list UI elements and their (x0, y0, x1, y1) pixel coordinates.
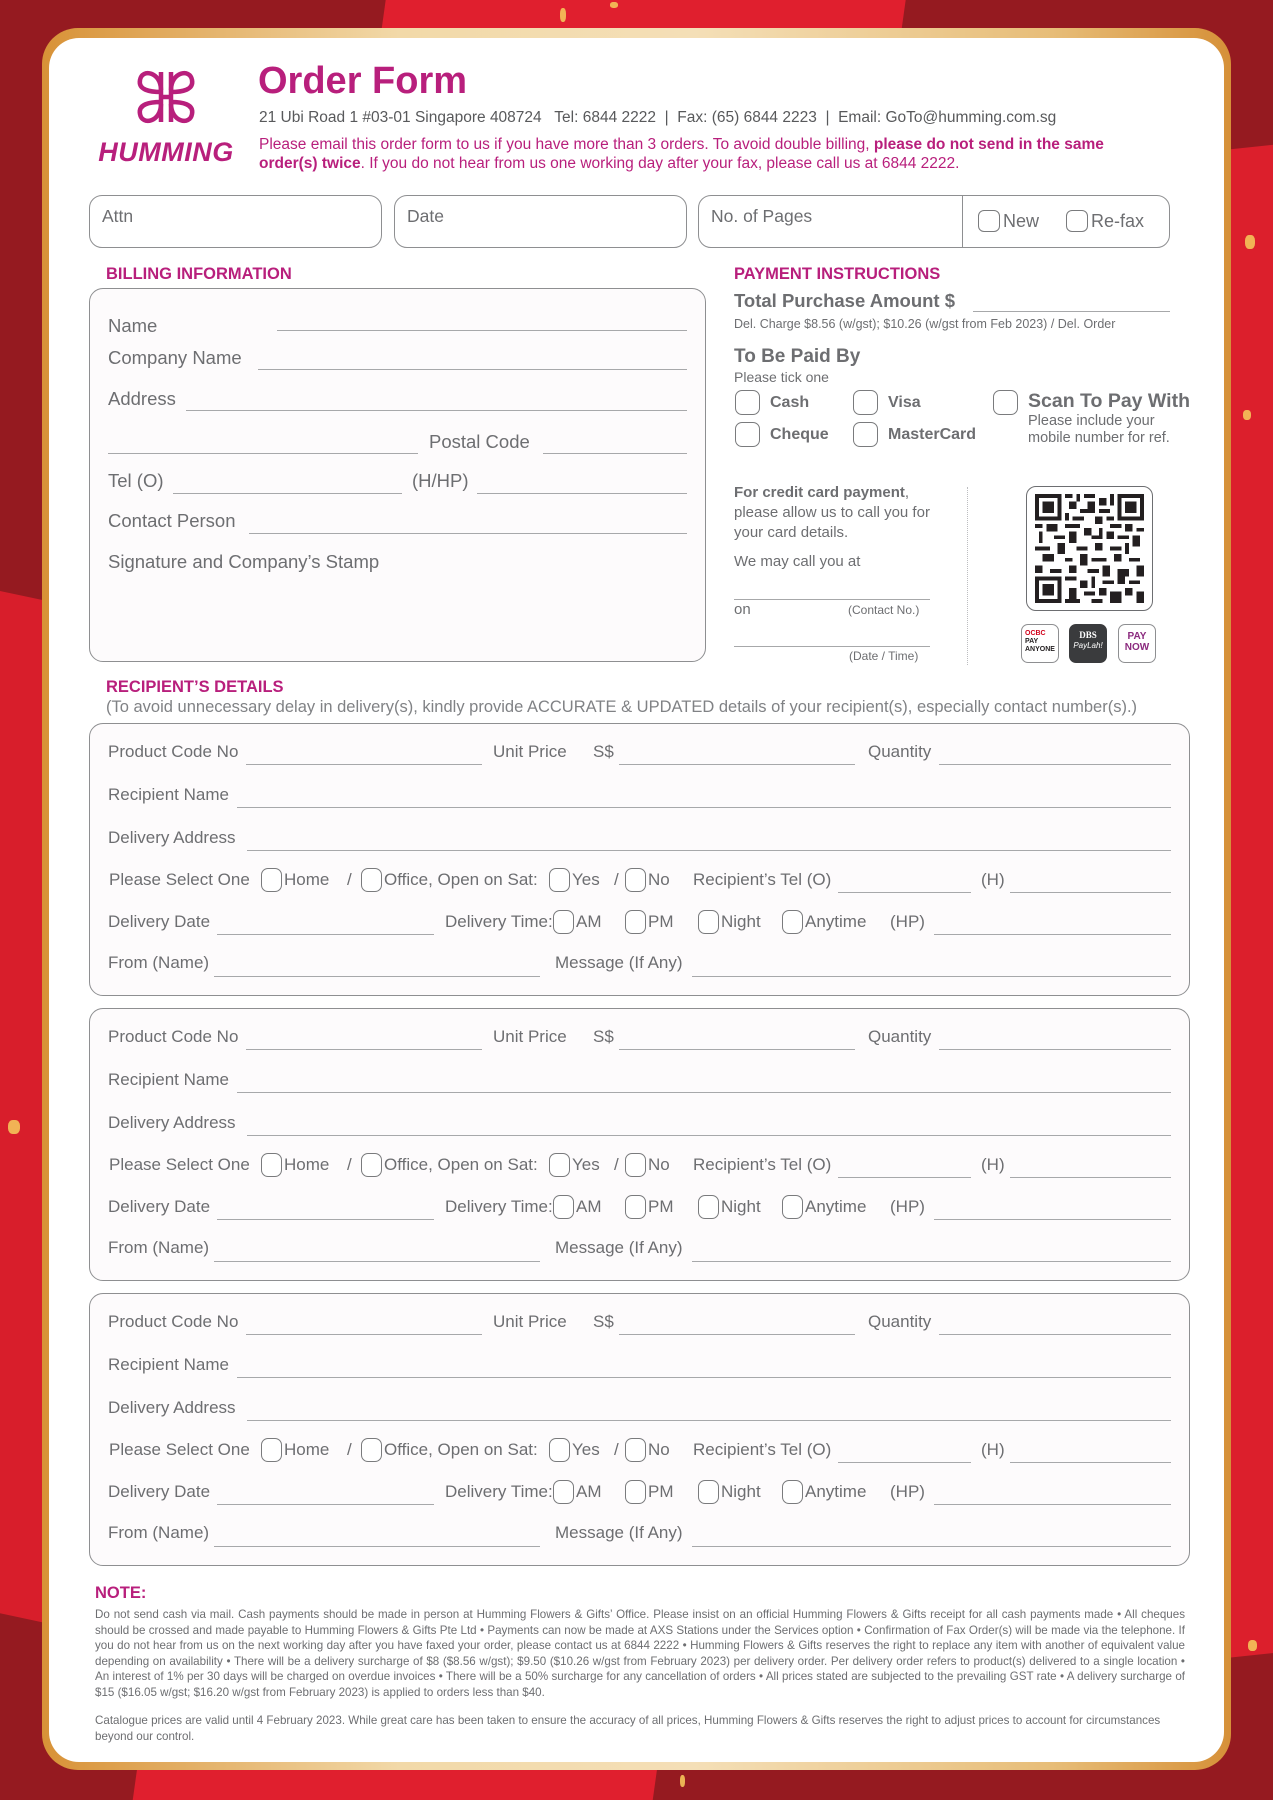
address-input[interactable] (186, 410, 687, 411)
billing-heading: BILLING INFORMATION (106, 265, 292, 283)
scan-note-line: mobile number for ref. (1028, 430, 1170, 446)
cc-rest: , please allow us to call you for your card details. (734, 484, 930, 541)
home-label: Home (284, 870, 330, 889)
recipient-tel-o-input[interactable] (838, 1177, 971, 1178)
pm-checkbox[interactable] (625, 910, 646, 934)
am-checkbox[interactable] (553, 1195, 574, 1219)
postal-label: Postal Code (429, 431, 530, 452)
recipient-name-input[interactable] (237, 1377, 1171, 1378)
office-option[interactable] (361, 1153, 538, 1177)
home-option[interactable] (261, 1153, 329, 1177)
recipient-tel-o-label: Recipient’s Tel (O) (693, 1155, 832, 1174)
recipient-name-input[interactable] (237, 807, 1171, 808)
signature-label: Signature and Company’s Stamp (108, 551, 380, 572)
total-amount-label: Total Purchase Amount $ (734, 290, 956, 311)
slash-separator: / (614, 1440, 619, 1459)
ocbc-text: ANYONE (1025, 646, 1055, 653)
attn-field[interactable] (89, 195, 382, 248)
tel-o-label: Tel (O) (108, 470, 164, 491)
dotted-divider (967, 487, 968, 665)
night-checkbox[interactable] (698, 910, 719, 934)
message-label: Message (If Any) (555, 953, 683, 972)
scan-to-pay-note (1028, 413, 1170, 447)
am-label: AM (576, 912, 602, 931)
yes-label: Yes (572, 1155, 600, 1174)
time-night-option[interactable] (698, 1480, 761, 1504)
night-checkbox[interactable] (698, 1480, 719, 1504)
recipient-tel-o-label: Recipient’s Tel (O) (693, 1440, 832, 1459)
paynow-text: NOW (1124, 642, 1150, 653)
quantity-input[interactable] (939, 1334, 1171, 1335)
gold-fleck (8, 1120, 20, 1134)
select-one-label: Please Select One (109, 1155, 250, 1174)
product-code-label: Product Code No (108, 1312, 239, 1331)
anytime-label: Anytime (805, 1197, 867, 1216)
sat-no-option[interactable] (625, 868, 670, 892)
home-label: Home (284, 1440, 330, 1459)
delivery-time-label: Delivery Time: (445, 1482, 553, 1501)
anytime-checkbox[interactable] (782, 1480, 803, 1504)
am-label: AM (576, 1482, 602, 1501)
delivery-address-label: Delivery Address (108, 1113, 236, 1132)
paynow-badge (1118, 624, 1156, 663)
office-label: Office, Open on Sat: (384, 870, 538, 889)
recipient-tel-o-input[interactable] (838, 1462, 971, 1463)
delivery-address-label: Delivery Address (108, 828, 236, 847)
cash-checkbox[interactable] (735, 390, 760, 415)
date-time-label: (Date / Time) (849, 649, 919, 663)
dbs-paylah-badge (1069, 624, 1107, 663)
anytime-label: Anytime (805, 1482, 867, 1501)
time-pm-option[interactable] (625, 1195, 674, 1219)
sat-yes-option[interactable] (549, 1153, 600, 1177)
time-anytime-option[interactable] (782, 1480, 866, 1504)
ocbc-text: PAY (1025, 638, 1039, 645)
time-am-option[interactable] (553, 1480, 602, 1504)
name-label: Name (108, 315, 158, 336)
slash-separator: / (614, 1155, 619, 1174)
office-option[interactable] (361, 1438, 538, 1462)
total-amount-input[interactable] (973, 311, 1170, 312)
sat-no-option[interactable] (625, 1153, 670, 1177)
product-code-label: Product Code No (108, 742, 239, 761)
date-label: Date (407, 206, 444, 226)
recipient-name-label: Recipient Name (108, 1355, 229, 1374)
slash-separator: / (347, 1440, 352, 1459)
mastercard-label: MasterCard (888, 425, 977, 443)
home-checkbox[interactable] (261, 1438, 282, 1462)
intro-text (259, 135, 1109, 173)
humming-knot-icon (128, 64, 204, 130)
recipient-hp-input[interactable] (934, 1504, 1171, 1505)
divider (962, 196, 963, 247)
time-night-option[interactable] (698, 1195, 761, 1219)
message-input[interactable] (692, 1261, 1171, 1262)
message-input[interactable] (692, 1546, 1171, 1547)
recipient-heading: RECIPIENT’S DETAILS (106, 678, 284, 696)
recipient-box (89, 1293, 1190, 1566)
company-input[interactable] (258, 369, 687, 370)
contact-input[interactable] (249, 533, 687, 534)
delivery-time-label: Delivery Time: (445, 1197, 553, 1216)
pm-label: PM (648, 912, 674, 931)
am-checkbox[interactable] (553, 1480, 574, 1504)
message-label: Message (If Any) (555, 1523, 683, 1542)
humming-logo (96, 64, 236, 168)
recipient-tel-h-label: (H) (981, 1440, 1005, 1459)
quantity-label: Quantity (868, 1312, 932, 1331)
office-checkbox[interactable] (361, 868, 382, 892)
pm-label: PM (648, 1197, 674, 1216)
time-pm-option[interactable] (625, 1480, 674, 1504)
dbs-text: PayLah! (1073, 641, 1103, 650)
refax-option[interactable] (1066, 210, 1144, 232)
mastercard-option[interactable] (853, 422, 976, 447)
recipient-name-label: Recipient Name (108, 785, 229, 804)
gold-fleck (1245, 235, 1255, 249)
new-checkbox[interactable] (978, 210, 1000, 232)
am-checkbox[interactable] (553, 910, 574, 934)
cheque-checkbox[interactable] (735, 422, 760, 447)
sat-yes-checkbox[interactable] (549, 868, 570, 892)
cheque-option[interactable] (735, 422, 829, 447)
sat-no-checkbox[interactable] (625, 1153, 646, 1177)
from-name-input[interactable] (214, 976, 540, 977)
delivery-time-label: Delivery Time: (445, 912, 553, 931)
currency-label: S$ (593, 742, 614, 761)
ocbc-text: OCBC (1025, 630, 1046, 637)
recipient-hp-label: (HP) (890, 1482, 925, 1501)
address-label: Address (108, 388, 176, 409)
am-label: AM (576, 1197, 602, 1216)
recipient-hp-label: (HP) (890, 912, 925, 931)
from-name-label: From (Name) (108, 1238, 210, 1257)
intro-part: Please email this order form to us if you have more than 3 orders. To avoid double billing, (259, 136, 874, 153)
night-label: Night (721, 1482, 761, 1501)
call-at-label: We may call you at (734, 553, 861, 570)
recipient-tel-h-input[interactable] (1010, 892, 1171, 893)
pm-label: PM (648, 1482, 674, 1501)
unit-price-input[interactable] (619, 764, 855, 765)
note-heading: NOTE: (95, 1584, 147, 1602)
intro-bold: please do not send in the same order(s) twice (259, 136, 1104, 172)
anytime-checkbox[interactable] (782, 910, 803, 934)
pm-checkbox[interactable] (625, 1480, 646, 1504)
quantity-label: Quantity (868, 742, 932, 761)
scan-note-line: Please include your (1028, 413, 1155, 429)
address-line2-input[interactable] (108, 453, 418, 454)
cash-label: Cash (770, 393, 810, 411)
slash-separator: / (614, 870, 619, 889)
cash-option[interactable] (735, 390, 809, 415)
scan-to-pay-option[interactable] (993, 390, 1018, 415)
pm-checkbox[interactable] (625, 1195, 646, 1219)
note-body: Do not send cash via mail. Cash payments should be made in person at Humming Flowers & Gifts’ Office. Please insist on an official Humming Flowers & Gifts receipt for all cash payments made • All cheques should be crossed and made payable to Humming Flowers & Gifts Pte Ltd • Payments can now be made at AXS Stations under the Services option • Confirmation of Fax Order(s) will be made via the telephone. If you do not hear from us on the next working day after you have faxed your order, please contact us at 6844 2222 • Humming Flowers & Gifts reserves the right to replace any item with another of equivalent value depending on availability • There will be a delivery surcharge of $8 ($8.56 w/gst); $9.50 ($10.26 w/gst from February 2023) per delivery order. Per delivery order refers to product(s) delivered to a single location • An interest of 1% per 30 days will be charged on overdue invoices • There will be a 50% surcharge for any cancellation of orders • All prices stated are subjected to the prevailing GST rate • A delivery surcharge of $15 ($16.05 w/gst; $16.20 w/gst from February 2023) is applied to orders less than $40. (95, 1608, 1185, 1699)
gold-fleck (610, 2, 618, 8)
home-option[interactable] (261, 1438, 329, 1462)
unit-price-input[interactable] (619, 1049, 855, 1050)
product-code-input[interactable] (246, 1049, 482, 1050)
message-input[interactable] (692, 976, 1171, 977)
recipient-tel-h-input[interactable] (1010, 1462, 1171, 1463)
time-anytime-option[interactable] (782, 1195, 866, 1219)
delivery-date-label: Delivery Date (108, 912, 211, 931)
office-label: Office, Open on Sat: (384, 1440, 538, 1459)
new-label: New (1003, 210, 1040, 231)
office-checkbox[interactable] (361, 1153, 382, 1177)
delivery-address-label: Delivery Address (108, 1398, 236, 1417)
tel-hhp-label: (H/HP) (412, 470, 469, 491)
quantity-input[interactable] (939, 1049, 1171, 1050)
recipient-hp-label: (HP) (890, 1197, 925, 1216)
contact-no-label: (Contact No.) (848, 603, 920, 617)
sat-yes-option[interactable] (549, 1438, 600, 1462)
scan-to-pay-title: Scan To Pay With (1028, 390, 1190, 412)
cheque-label: Cheque (770, 425, 829, 443)
qr-code-icon (1034, 494, 1145, 603)
time-night-option[interactable] (698, 910, 761, 934)
visa-checkbox[interactable] (853, 390, 878, 415)
currency-label: S$ (593, 1312, 614, 1331)
currency-label: S$ (593, 1027, 614, 1046)
unit-price-label: Unit Price (493, 1027, 567, 1046)
yes-label: Yes (572, 870, 600, 889)
slash-separator: / (347, 870, 352, 889)
recipient-box (89, 723, 1190, 996)
on-label: on (734, 601, 751, 618)
delivery-address-input[interactable] (247, 1135, 1171, 1136)
page-title: Order Form (258, 60, 468, 102)
product-code-input[interactable] (246, 764, 482, 765)
recipient-tel-o-input[interactable] (838, 892, 971, 893)
anytime-label: Anytime (805, 912, 867, 931)
new-option[interactable] (978, 210, 1039, 232)
paid-by-heading: To Be Paid By (734, 346, 861, 367)
yes-label: Yes (572, 1440, 600, 1459)
night-checkbox[interactable] (698, 1195, 719, 1219)
office-checkbox[interactable] (361, 1438, 382, 1462)
visa-label: Visa (888, 393, 921, 411)
unit-price-label: Unit Price (493, 1312, 567, 1331)
logo-text: HUMMING (98, 137, 234, 167)
slash-separator: / (347, 1155, 352, 1174)
contact-label: Contact Person (108, 510, 236, 531)
recipient-tel-h-input[interactable] (1010, 1177, 1171, 1178)
select-one-label: Please Select One (109, 1440, 250, 1459)
recipient-box (89, 1008, 1190, 1281)
delivery-charge-note: Del. Charge $8.56 (w/gst); $10.26 (w/gst from Feb 2023) / Del. Order (734, 317, 1116, 331)
recipient-hp-input[interactable] (934, 934, 1171, 935)
signature-area[interactable] (108, 580, 688, 655)
no-label: No (648, 870, 670, 889)
sat-yes-checkbox[interactable] (549, 1438, 570, 1462)
time-am-option[interactable] (553, 910, 602, 934)
select-one-label: Please Select One (109, 870, 250, 889)
time-am-option[interactable] (553, 1195, 602, 1219)
intro-part: . If you do not hear from us one working day after your fax, please call us at 6844 2222. (360, 155, 960, 172)
refax-checkbox[interactable] (1066, 210, 1088, 232)
recipient-name-label: Recipient Name (108, 1070, 229, 1089)
delivery-date-input[interactable] (217, 1504, 434, 1505)
delivery-date-input[interactable] (217, 1219, 434, 1220)
sat-yes-option[interactable] (549, 868, 600, 892)
catalogue-note: Catalogue prices are valid until 4 February 2023. While great care has been taken to ensure the accuracy of all prices, Humming Flowers & Gifts reserves the right to adjust prices to account for circumstances beyond our control. (95, 1714, 1161, 1743)
recipient-tel-h-label: (H) (981, 870, 1005, 889)
refax-label: Re-fax (1091, 210, 1145, 231)
home-checkbox[interactable] (261, 1153, 282, 1177)
anytime-checkbox[interactable] (782, 1195, 803, 1219)
delivery-date-label: Delivery Date (108, 1482, 211, 1501)
cc-bold: For credit card payment (734, 484, 905, 501)
recipient-note: (To avoid unnecessary delay in delivery(s), kindly provide ACCURATE & UPDATED details of your recipient(s), especially contact number(s).) (106, 698, 1138, 716)
pages-field[interactable] (698, 195, 1170, 248)
from-name-input[interactable] (214, 1261, 540, 1262)
delivery-date-input[interactable] (217, 934, 434, 935)
tel-hhp-input[interactable] (477, 493, 687, 494)
product-code-label: Product Code No (108, 1027, 239, 1046)
dbs-text: DBS (1079, 630, 1097, 640)
home-checkbox[interactable] (261, 868, 282, 892)
credit-card-note (734, 483, 934, 543)
home-option[interactable] (261, 868, 329, 892)
office-option[interactable] (361, 868, 538, 892)
recipient-tel-o-label: Recipient’s Tel (O) (693, 870, 832, 889)
time-pm-option[interactable] (625, 910, 674, 934)
delivery-address-input[interactable] (247, 850, 1171, 851)
tick-one-note: Please tick one (734, 369, 829, 385)
gold-fleck (560, 8, 566, 22)
payment-heading: PAYMENT INSTRUCTIONS (734, 265, 941, 283)
quantity-label: Quantity (868, 1027, 932, 1046)
product-code-input[interactable] (246, 1334, 482, 1335)
time-anytime-option[interactable] (782, 910, 866, 934)
sat-yes-checkbox[interactable] (549, 1153, 570, 1177)
gold-fleck (1243, 410, 1251, 420)
sat-no-option[interactable] (625, 1438, 670, 1462)
sat-no-checkbox[interactable] (625, 868, 646, 892)
home-label: Home (284, 1155, 330, 1174)
office-label: Office, Open on Sat: (384, 1155, 538, 1174)
name-input[interactable] (277, 330, 687, 331)
gold-fleck (1248, 1640, 1257, 1651)
mastercard-checkbox[interactable] (853, 422, 878, 447)
delivery-date-label: Delivery Date (108, 1197, 211, 1216)
recipient-tel-h-label: (H) (981, 1155, 1005, 1174)
night-label: Night (721, 1197, 761, 1216)
from-name-input[interactable] (214, 1546, 540, 1547)
sat-no-checkbox[interactable] (625, 1438, 646, 1462)
company-label: Company Name (108, 347, 242, 368)
no-label: No (648, 1440, 670, 1459)
contact-no-input[interactable] (734, 599, 930, 600)
postal-input[interactable] (543, 453, 687, 454)
date-field[interactable] (394, 195, 687, 248)
contact-info: 21 Ubi Road 1 #03-01 Singapore 408724 Tel: 6844 2222 | Fax: (65) 6844 2223 | Email: GoTo@humming.com.sg (259, 109, 1057, 126)
recipient-name-input[interactable] (237, 1092, 1171, 1093)
message-label: Message (If Any) (555, 1238, 683, 1257)
visa-option[interactable] (853, 390, 921, 415)
no-label: No (648, 1155, 670, 1174)
unit-price-input[interactable] (619, 1334, 855, 1335)
recipient-hp-input[interactable] (934, 1219, 1171, 1220)
from-name-label: From (Name) (108, 953, 210, 972)
pages-label: No. of Pages (711, 206, 813, 226)
date-time-input[interactable] (734, 646, 930, 647)
ocbc-pay-anyone-badge (1021, 624, 1059, 663)
unit-price-label: Unit Price (493, 742, 567, 761)
qr-code[interactable] (1026, 486, 1153, 611)
delivery-address-input[interactable] (247, 1420, 1171, 1421)
quantity-input[interactable] (939, 764, 1171, 765)
paynow-text: PAY (1127, 631, 1147, 642)
gold-fleck (680, 1775, 685, 1787)
night-label: Night (721, 912, 761, 931)
attn-label: Attn (102, 206, 134, 226)
tel-o-input[interactable] (173, 493, 402, 494)
scan-to-pay-checkbox[interactable] (993, 390, 1018, 415)
from-name-label: From (Name) (108, 1523, 210, 1542)
